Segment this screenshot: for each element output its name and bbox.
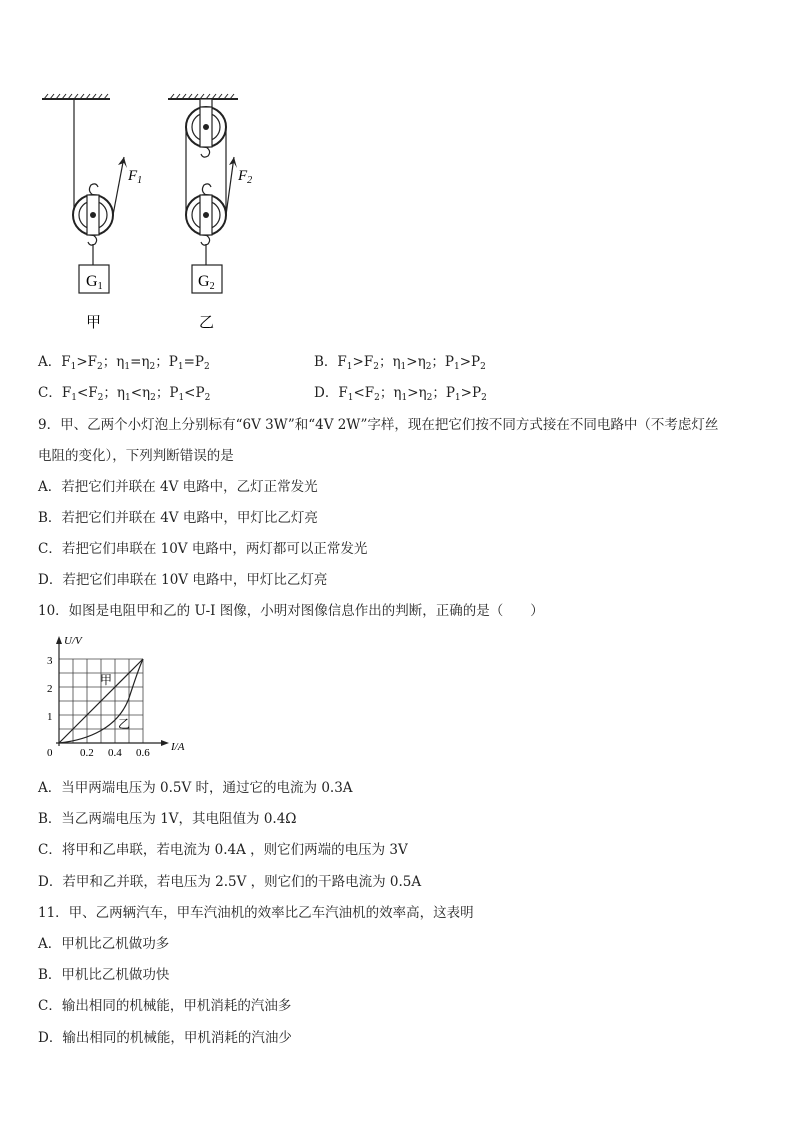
movable-pulley-right xyxy=(186,184,226,245)
origin-label: 0 xyxy=(47,747,53,758)
q10-stem: 10．如图是电阻甲和乙的 U-I 图像，小明对图像信息作出的判断，正确的是（ ） xyxy=(38,603,544,619)
q9-option-a: A．若把它们并联在 4V 电路中，乙灯正常发光 xyxy=(38,479,318,495)
y-tick-3: 3 xyxy=(47,655,53,667)
q9-option-d: D．若把它们串联在 10V 电路中，甲灯比乙灯亮 xyxy=(38,572,328,588)
q10-option-d: D．若甲和乙并联，若电压为 2.5V ，则它们的干路电流为 0.5A xyxy=(38,874,422,890)
q8-option-b: B．$F_1>F_2$；$\eta_1>\eta_2$；$P_1>P_2$ xyxy=(314,354,486,372)
y-tick-1: 1 xyxy=(47,711,53,723)
q8-option-a: A．$F_1>F_2$；$\eta_1=\eta_2$；$P_1=P_2$ xyxy=(38,354,210,372)
x-tick-0-2: 0.2 xyxy=(80,747,94,758)
pulley-figure xyxy=(0,0,794,340)
q11-option-c: C．输出相同的机械能，甲机消耗的汽油多 xyxy=(38,998,292,1014)
x-axis-label: I/A xyxy=(171,741,185,753)
force-label-f1: $F_1$ xyxy=(128,168,143,186)
q9-stem-line1: 9．甲、乙两个小灯泡上分别标有“6V 3W”和“4V 2W”字样，现在把它们按不同方式接在不同电路中（不考虑灯丝 xyxy=(38,417,719,433)
movable-pulley-left xyxy=(73,184,113,245)
ceiling-left xyxy=(42,94,110,99)
y-axis-label: U/V xyxy=(64,635,82,647)
q11-option-a: A．甲机比乙机做功多 xyxy=(38,936,170,952)
q8-option-c: C．$F_1<F_2$；$\eta_1<\eta_2$；$P_1<P_2$ xyxy=(38,385,211,403)
q10-option-b: B．当乙两端电压为 1V，其电阻值为 0.4Ω xyxy=(38,811,297,827)
ceiling-right xyxy=(168,94,238,99)
svg-text:G1: G1 xyxy=(86,273,103,292)
svg-text:G2: G2 xyxy=(198,273,215,292)
q10-option-a: A．当甲两端电压为 0.5V 时，通过它的电流为 0.3A xyxy=(38,780,353,796)
q10-option-c: C．将甲和乙串联，若电流为 0.4A ，则它们两端的电压为 3V xyxy=(38,842,408,858)
x-tick-0-6: 0.6 xyxy=(136,747,150,758)
fixed-pulley-right xyxy=(186,99,226,157)
q8-option-d: D．$F_1<F_2$；$\eta_1>\eta_2$；$P_1>P_2$ xyxy=(314,385,487,403)
ui-graph xyxy=(38,628,238,758)
q9-stem-line2: 电阻的变化），下列判断错误的是 xyxy=(38,448,234,464)
y-tick-2: 2 xyxy=(47,683,53,695)
x-tick-0-4: 0.4 xyxy=(108,747,122,758)
q11-option-b: B．甲机比乙机做功快 xyxy=(38,967,170,983)
curve-yi-label: 乙 xyxy=(118,717,131,731)
label-yi: 乙 xyxy=(199,315,215,331)
force-label-f2: $F_2$ xyxy=(238,168,253,186)
q9-option-b: B．若把它们并联在 4V 电路中，甲灯比乙灯亮 xyxy=(38,510,318,526)
curve-jia-label: 甲 xyxy=(100,673,113,687)
q11-option-d: D．输出相同的机械能，甲机消耗的汽油少 xyxy=(38,1030,292,1046)
q9-option-c: C．若把它们串联在 10V 电路中，两灯都可以正常发光 xyxy=(38,541,368,557)
q11-stem: 11．甲、乙两辆汽车，甲车汽油机的效率比乙车汽油机的效率高，这表明 xyxy=(38,905,474,921)
label-jia: 甲 xyxy=(86,315,102,331)
